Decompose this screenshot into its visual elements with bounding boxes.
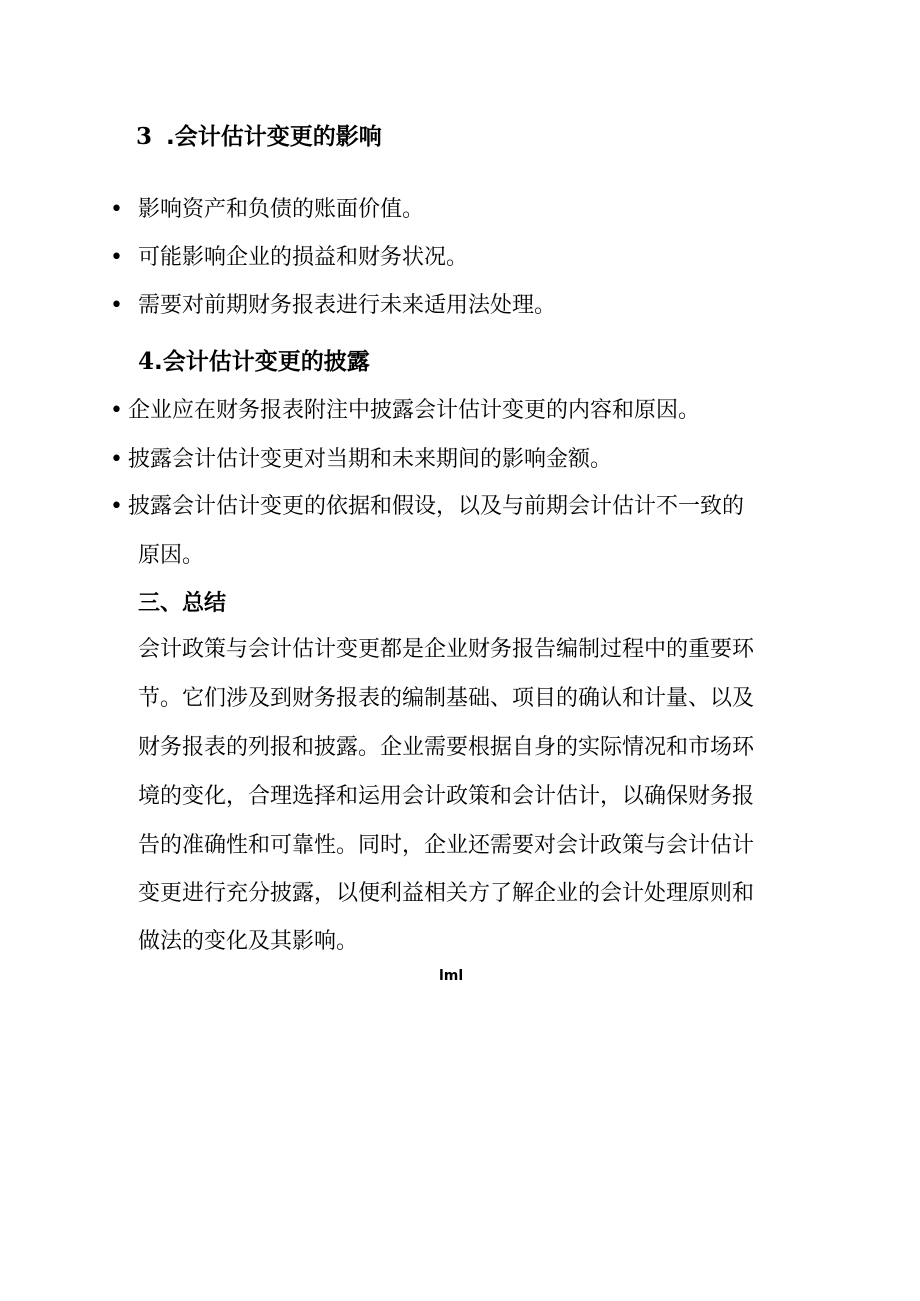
bullet-icon: • <box>110 447 123 472</box>
section-3-number: 3 <box>136 123 153 150</box>
summary-heading: 三、总结 <box>138 591 227 616</box>
bullet-icon: • <box>110 197 123 222</box>
bullet-icon: • <box>110 293 123 318</box>
list-item-continuation: 原因。 <box>138 543 205 568</box>
list-item <box>0 291 920 321</box>
summary-line: 境的变化，合理选择和运用会计政策和会计估计，以确保财务报 <box>138 784 755 809</box>
summary-line: 告的准确性和可靠性。同时，企业还需要对会计政策与会计估计 <box>138 833 755 858</box>
section-4-number: 4 <box>138 348 155 375</box>
list-item <box>0 396 920 426</box>
list-item <box>0 243 920 273</box>
section-3-title: .会计估计变更的影响 <box>166 124 382 150</box>
list-item-text: 需要对前期财务报表进行未来适用法处理。 <box>138 293 557 318</box>
summary-line: 会计政策与会计估计变更都是企业财务报告编制过程中的重要环 <box>138 637 755 662</box>
bullet-icon: • <box>110 245 123 270</box>
list-item <box>0 445 920 475</box>
list-item-text: 披露会计估计变更的依据和假设，以及与前期会计估计不一致的 <box>128 494 745 519</box>
list-item <box>0 492 920 522</box>
list-item-text: 披露会计估计变更对当期和未来期间的影响金额。 <box>128 447 613 472</box>
summary-line: 变更进行充分披露，以便利益相关方了解企业的会计处理原则和 <box>138 881 755 906</box>
section-3-heading <box>136 122 382 152</box>
list-item-text: 企业应在财务报表附注中披露会计估计变更的内容和原因。 <box>128 398 701 423</box>
summary-line: 财务报表的列报和披露。企业需要根据自身的实际情况和市场环 <box>138 735 755 760</box>
section-4-title: .会计估计变更的披露 <box>154 349 370 375</box>
list-item-text: 影响资产和负债的账面价值。 <box>138 197 425 222</box>
list-item-text: 可能影响企业的损益和财务状况。 <box>138 245 469 270</box>
summary-line: 节。它们涉及到财务报表的编制基础、项目的确认和计量、以及 <box>138 686 755 711</box>
summary-line: 做法的变化及其影响。 <box>138 929 359 954</box>
page-footer-mark: lml <box>439 968 464 984</box>
bullet-icon: • <box>110 494 123 519</box>
section-4-heading <box>138 347 370 377</box>
list-item <box>0 195 920 225</box>
bullet-icon: • <box>110 398 123 423</box>
